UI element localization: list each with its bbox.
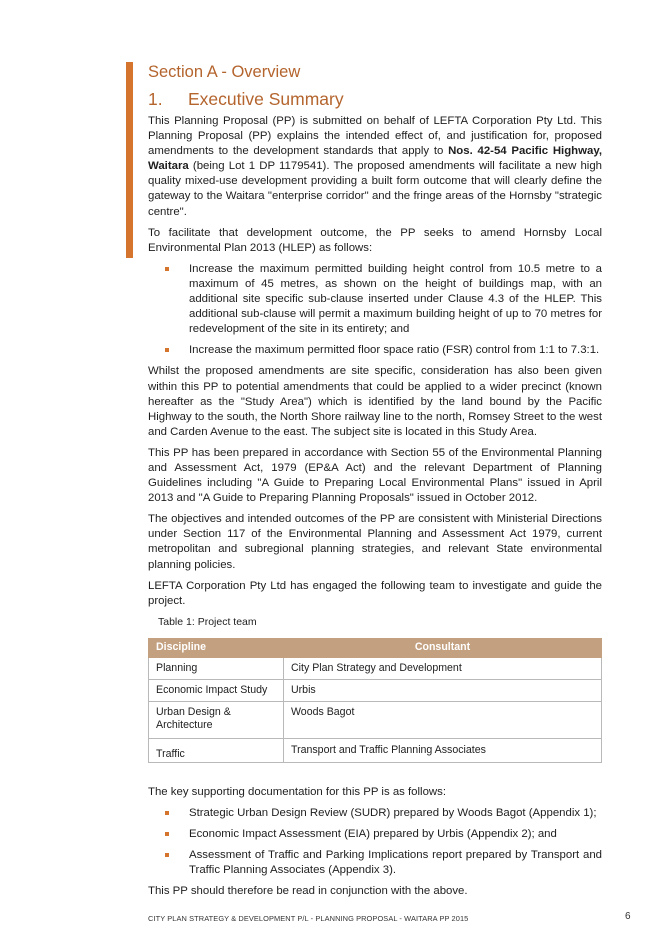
chapter-title: Executive Summary	[188, 89, 344, 109]
table-cell: Urbis	[284, 679, 602, 701]
column-header-consultant: Consultant	[284, 638, 602, 657]
column-header-discipline: Discipline	[149, 638, 284, 657]
list-item: Increase the maximum permitted floor space ratio (FSR) control from 1:1 to 7.3:1.	[148, 343, 602, 358]
bullet-icon	[165, 348, 169, 352]
conclusion-paragraph: This PP should therefore be read in conjunction with the above.	[148, 885, 468, 898]
table-cell: Economic Impact Study	[149, 679, 284, 701]
chapter-number: 1.	[148, 89, 163, 109]
list-item: Assessment of Traffic and Parking Implications report prepared by Transport and Traffic Planning Associates (Appendix 3).	[148, 848, 602, 878]
list-item: Strategic Urban Design Review (SUDR) prepared by Woods Bagot (Appendix 1);	[148, 806, 602, 821]
table-row	[149, 657, 602, 679]
study-area-paragraph: Whilst the proposed amendments are site specific, consideration has also been given within this PP to potential amendments that could be applied to a wider precinct (known hereafter as the "Study Area") which is identified by the land bound by the Pacific Highway to the south, the North Shore railway line to the north, Romsey Street to the west and Carden Avenue to the east. The subject site is located in this Study Area.	[148, 365, 602, 438]
table-header-row	[149, 638, 602, 657]
bullet-icon	[165, 811, 169, 815]
table-cell: Planning	[149, 657, 284, 679]
bullet-icon	[165, 267, 169, 271]
section55-paragraph: This PP has been prepared in accordance with Section 55 of the Environmental Planning and Assessment Act, 1979 (EP&A Act) and the relevant Department of Planning Guidelines including "A Guide to Preparing Local Environmental Plans" issued in April 2013 and "A Guide to Preparing Planning Proposals" issued in October 2012.	[148, 446, 602, 505]
list-item: Increase the maximum permitted building height control from 10.5 metre to a maximum of 45 metres, as shown on the height of buildings map, with an additional site specific sub-clause inserted under Clause 4.3 of the HLEP. This additional sub-clause will permit a maximum building height of up to 70 metres for redevelopment of the site in its entirety; and	[148, 262, 602, 337]
docs-paragraph: The key supporting documentation for this PP is as follows:	[148, 785, 446, 798]
facilitate-paragraph: To facilitate that development outcome, the PP seeks to amend Hornsby Local Environmental Plan 2013 (HLEP) as follows:	[148, 226, 602, 254]
table-caption: Table 1: Project team	[158, 615, 257, 628]
page-number: 6	[625, 911, 631, 922]
amendments-list	[148, 262, 602, 359]
accent-bar	[126, 62, 133, 258]
table-row	[149, 679, 602, 701]
page-footer: CITY PLAN STRATEGY & DEVELOPMENT P/L - PLANNING PROPOSAL - WAITARA PP 2015	[148, 914, 469, 923]
table-row	[149, 738, 602, 762]
bullet-icon	[165, 853, 169, 857]
body-content	[148, 114, 602, 905]
table-row	[149, 701, 602, 738]
bullet-icon	[165, 832, 169, 836]
objectives-paragraph: The objectives and intended outcomes of the PP are consistent with Ministerial Directions under Section 117 of the Environmental Planning and Assessment Act 1979, current metropolitan and subregional planning strategies, and relevant State environmental planning policies.	[148, 513, 602, 571]
list-item: Economic Impact Assessment (EIA) prepared by Urbis (Appendix 2); and	[148, 827, 602, 842]
table-cell: Traffic	[149, 738, 284, 762]
intro-paragraph: This Planning Proposal (PP) is submitted on behalf of LEFTA Corporation Pty Ltd. This Planning Proposal (PP) explains the intended effect of, and justification for, proposed amendments to the development standards that apply to Nos. 42-54 Pacific Highway, Waitara (being Lot 1 DP 1179541). The proposed amendments will facilitate a new high quality mixed-use development providing a built form outcome that will clearly define the gateway to the Waitara "enterprise corridor" and the fringe areas of the Hornsby "strategic centre".	[148, 115, 602, 218]
table-cell: Urban Design & Architecture	[149, 701, 284, 738]
project-team-table	[148, 638, 602, 763]
table-cell: Transport and Traffic Planning Associates	[284, 738, 602, 762]
table-cell: City Plan Strategy and Development	[284, 657, 602, 679]
team-paragraph: LEFTA Corporation Pty Ltd has engaged the following team to investigate and guide the project.	[148, 579, 602, 607]
table-cell: Woods Bagot	[284, 701, 602, 738]
chapter-heading	[148, 89, 344, 110]
documents-list	[148, 806, 602, 878]
section-heading: Section A - Overview	[148, 63, 301, 81]
site-address: Nos. 42-54 Pacific Highway, Waitara	[148, 145, 602, 173]
